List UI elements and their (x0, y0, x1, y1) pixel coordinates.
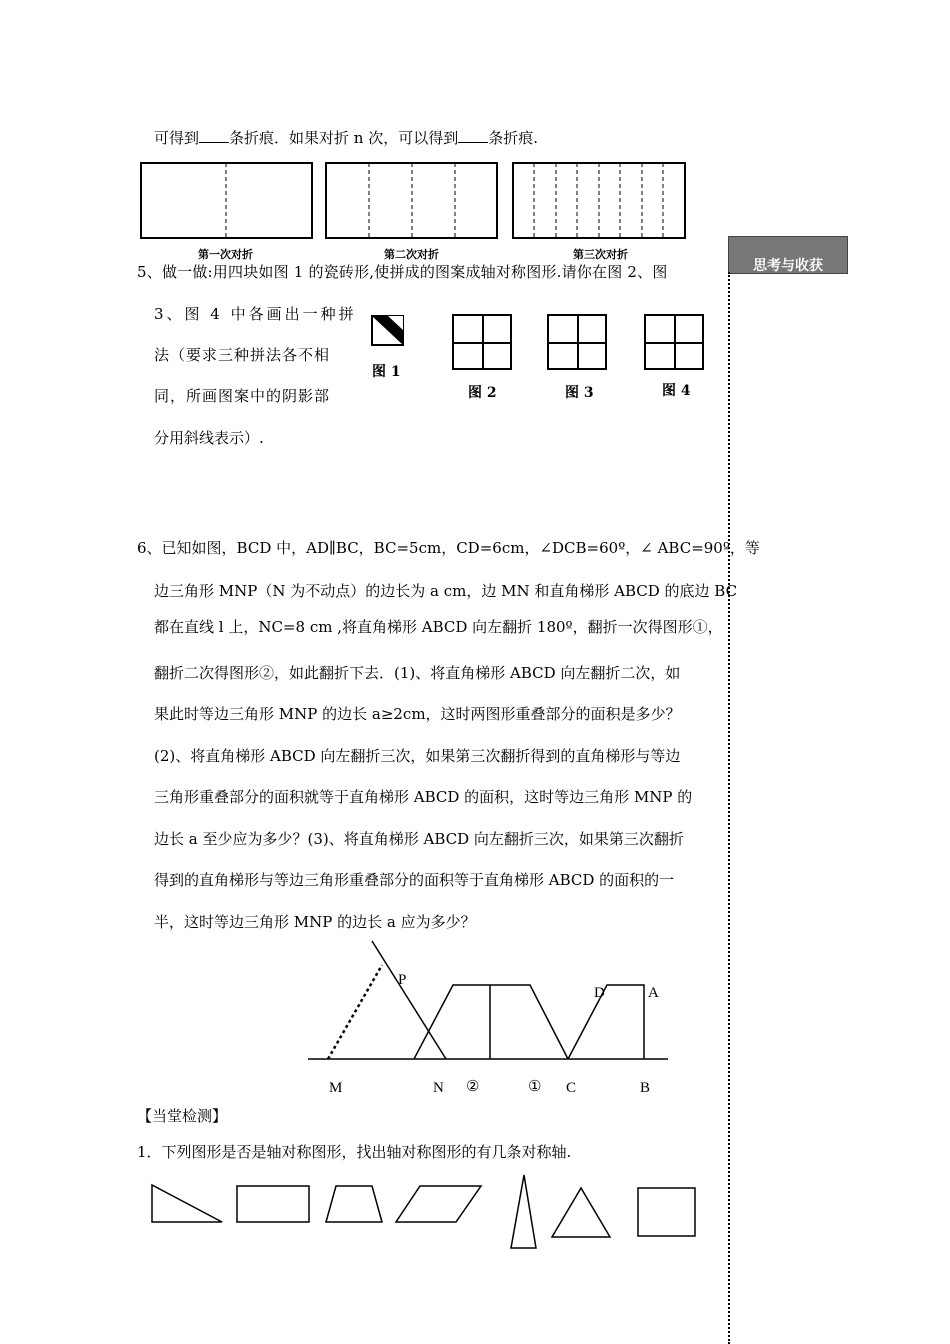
fold-text-3: 条折痕. (488, 129, 538, 147)
q6-line2: 边三角形 MNP（N 为不动点）的边长为 a cm，边 MN 和直角梯形 ABCD 的底边 BC (154, 582, 738, 600)
fold-rect-2 (326, 163, 497, 238)
fold-text-1: 可得到 (154, 129, 200, 147)
fig1-label: 图 1 (372, 364, 401, 380)
q6-line3: 都在直线 l 上，NC=8 cm ,将直角梯形 ABCD 向左翻折 180º，翻折一次得图形①， (154, 618, 723, 636)
fold-caption-3: 第三次对折 (573, 248, 628, 261)
grid-figure-4[interactable] (644, 314, 704, 370)
fig4-label: 图 4 (662, 383, 691, 399)
q6-line7: 三角形重叠部分的面积就等于直角梯形 ABCD 的面积，这时等边三角形 MNP 的 (154, 788, 693, 806)
fig2-label: 图 2 (468, 385, 497, 401)
label-N: N (433, 1080, 444, 1096)
trapezoid-shape (326, 1186, 382, 1222)
q5-line5: 分用斜线表示）. (154, 429, 264, 447)
sidebar-title: 思考与收获 (728, 236, 848, 274)
fold-diagrams (0, 0, 720, 250)
q6-line8: 边长 a 至少应为多少？(3)、将直角梯形 ABCD 向左翻折三次，如果第三次翻折 (154, 830, 684, 848)
fold-caption-2: 第二次对折 (384, 248, 439, 261)
label-M: M (329, 1080, 343, 1096)
grid-figure-2[interactable] (452, 314, 512, 370)
fold-caption-1: 第一次对折 (198, 248, 253, 261)
q6-line6: (2)、将直角梯形 ABCD 向左翻折三次，如果第三次翻折得到的直角梯形与等边 (154, 747, 681, 765)
fold-text-2: 条折痕．如果对折 n 次，可以得到 (229, 129, 459, 147)
grid-figure-3[interactable] (547, 314, 607, 370)
sidebar-divider (728, 272, 730, 1344)
rectangle-shape (237, 1186, 309, 1222)
q5-line1: 5、做一做:用四块如图 1 的瓷砖形,使拼成的图案成轴对称图形.请你在图 2、图 (137, 263, 668, 281)
right-triangle-shape (152, 1185, 222, 1222)
fold-rect-3 (513, 163, 685, 238)
label-circled-2: ② (466, 1079, 480, 1095)
parallelogram-shape (396, 1186, 481, 1222)
trapezoid-2 (414, 985, 568, 1059)
check-question-1: 1．下列图形是否是轴对称图形，找出轴对称图形的有几条对称轴. (137, 1143, 572, 1161)
fold-rect-1 (141, 163, 312, 238)
label-P: P (398, 972, 407, 988)
shapes-row (140, 1170, 710, 1255)
q6-line10: 半，这时等边三角形 MNP 的边长 a 应为多少？ (154, 913, 476, 931)
square-shape (638, 1188, 695, 1236)
equilateral-triangle-shape (552, 1188, 610, 1237)
q5-line3: 法（要求三种拼法各不相 (154, 346, 331, 364)
q6-line1: 6、已知如图，BCD 中，AD∥BC，BC=5cm，CD=6cm，∠DCB=60º，∠ ABC=90º，等 (137, 539, 760, 557)
label-D: D (594, 985, 605, 1001)
isosceles-triangle-shape (511, 1175, 536, 1248)
label-circled-1: ① (528, 1079, 542, 1095)
triangle-side-np (372, 941, 446, 1059)
q5-line4: 同，所画图案中的阴影部 (154, 387, 331, 405)
trapezoid-fold-diagram (300, 940, 680, 1070)
q6-line9: 得到的直角梯形与等边三角形重叠部分的面积等于直角梯形 ABCD 的面积的一 (154, 871, 675, 889)
trapezoid-abcd (568, 985, 644, 1059)
q5-line2: 3、图 4 中各画出一种拼 (154, 305, 357, 323)
section-title: 【当堂检测】 (137, 1107, 228, 1125)
q6-line4: 翻折二次得图形②，如此翻折下去．(1)、将直角梯形 ABCD 向左翻折二次，如 (154, 664, 681, 682)
label-B: B (640, 1080, 651, 1096)
fig3-label: 图 3 (565, 385, 594, 401)
label-C: C (566, 1080, 577, 1096)
triangle-side-mp (328, 965, 382, 1059)
label-A: A (648, 985, 659, 1001)
tile-figure-1 (370, 314, 406, 348)
q6-line5: 果此时等边三角形 MNP 的边长 a≥2cm，这时两图形重叠部分的面积是多少？ (154, 705, 681, 723)
